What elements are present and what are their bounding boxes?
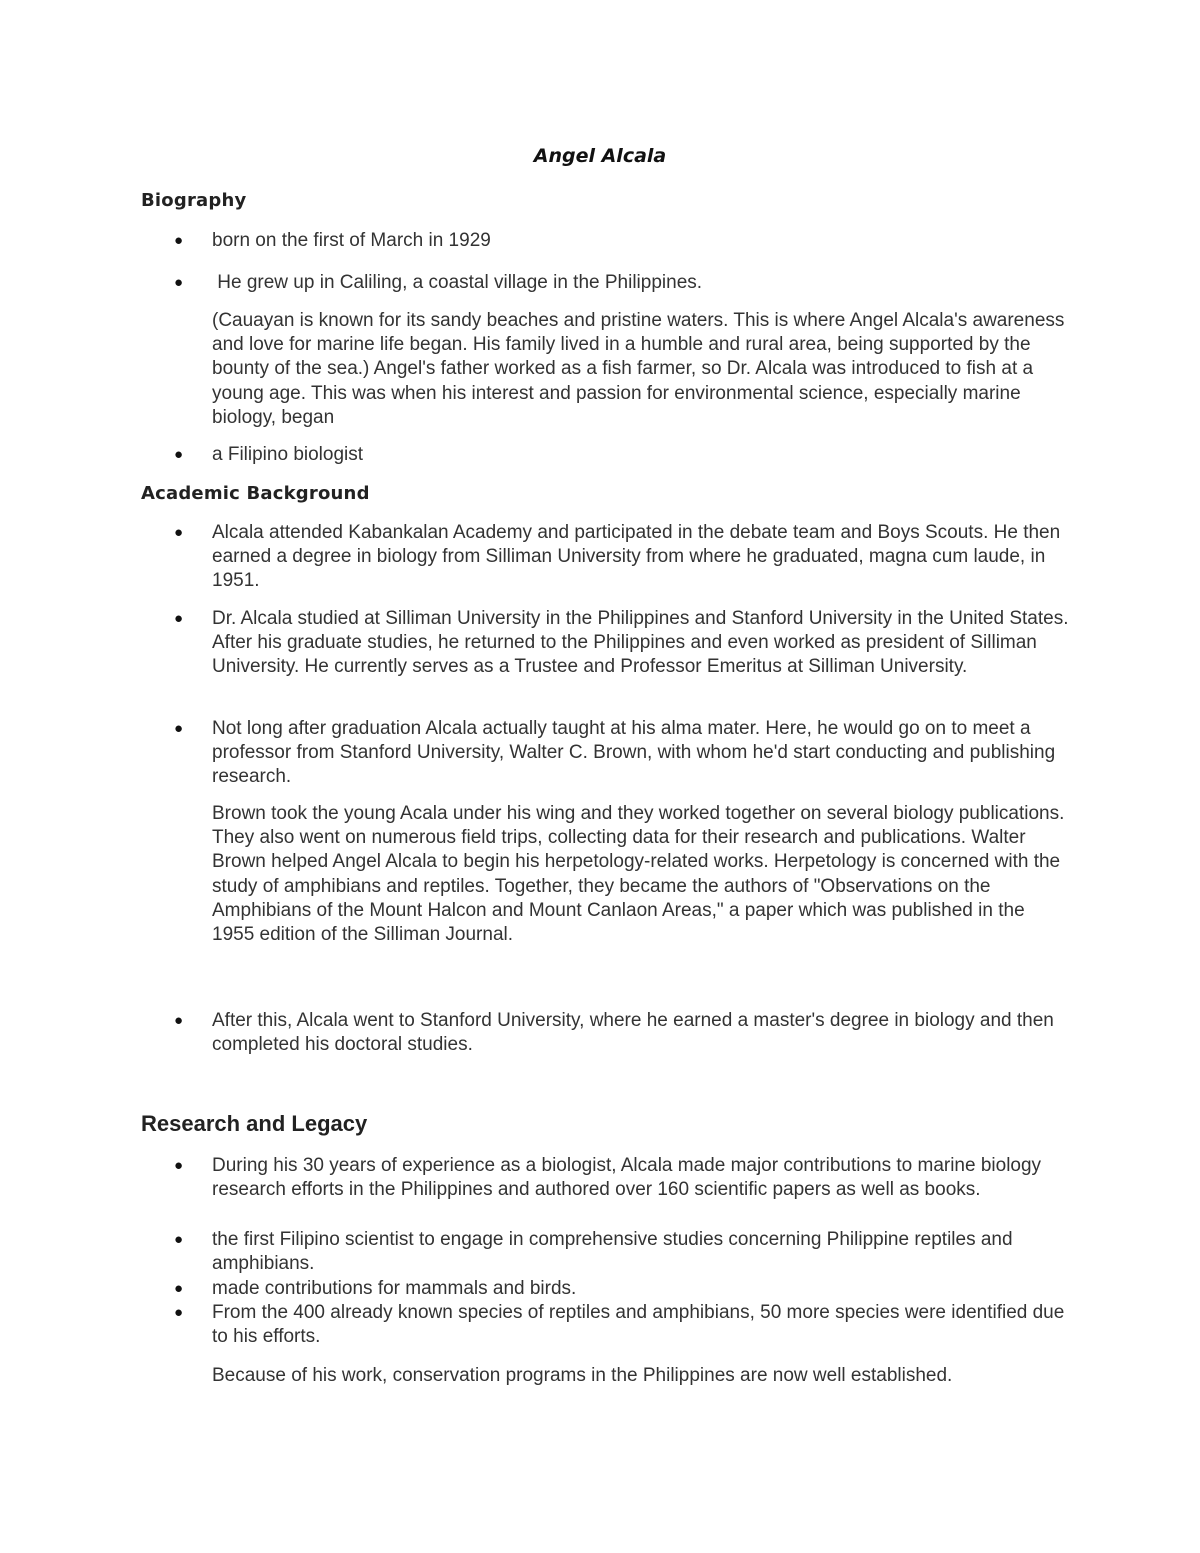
section-heading-research-legacy: Research and Legacy: [141, 1111, 368, 1136]
list-item-text: From the 400 already known species of reptiles and amphibians, 50 more species were identified due to his efforts.: [212, 1302, 1065, 1348]
list-item-text: made contributions for mammals and birds.: [212, 1278, 577, 1299]
paragraph: Brown took the young Acala under his wing and they worked together on several biology publications. They also went on numerous field trips, collecting data for their research and publications. Walter Brown helped Angel Alcala to begin his herpetology-related works. Herpetology is concerned with the study of amphibians and reptiles. Together, they became the authors of "Observations on the Amphibians of the Mount Halcon and Mount Canlaon Areas," a paper which was published in the 1955 edition of the Silliman Journal.: [212, 803, 1065, 946]
list-item-text: the first Filipino scientist to engage in comprehensive studies concerning Philippine reptiles and amphibians.: [212, 1229, 1013, 1275]
paragraph: Because of his work, conservation programs in the Philippines are now well established.: [212, 1365, 953, 1386]
paragraph: (Cauayan is known for its sandy beaches and pristine waters. This is where Angel Alcala's awareness and love for marine life began. His family lived in a humble and rural area, being supported by the bounty of the sea.) Angel's father worked as a fish farmer, so Dr. Alcala was introduced to fish at a young age. This was when his interest and passion for environmental science, especially marine biology, began: [212, 310, 1065, 428]
document-title: Angel Alcala: [533, 145, 667, 167]
bullet-icon: ●: [174, 524, 184, 541]
bullet-icon: ●: [174, 232, 184, 249]
bullet-icon: ●: [174, 274, 184, 291]
list-item-text: During his 30 years of experience as a biologist, Alcala made major contributions to marine biology research efforts in the Philippines and authored over 160 scientific papers as well as books.: [212, 1155, 1042, 1201]
bullet-icon: ●: [174, 720, 184, 737]
bullet-icon: ●: [174, 446, 184, 463]
list-item-text: After this, Alcala went to Stanford University, where he earned a master's degree in biology and then completed his doctoral studies.: [212, 1010, 1054, 1056]
bullet-icon: ●: [174, 1231, 184, 1248]
bullet-icon: ●: [174, 610, 184, 627]
section-heading-biography: Biography: [141, 190, 247, 211]
list-item-text: He grew up in Caliling, a coastal village in the Philippines.: [212, 272, 703, 293]
list-item-text: born on the first of March in 1929: [212, 230, 491, 251]
bullet-icon: ●: [174, 1157, 184, 1174]
list-item-text: Not long after graduation Alcala actually taught at his alma mater. Here, he would go on to meet a professor from Stanford University, Walter C. Brown, with whom he'd start conducting and publishing research.: [212, 718, 1056, 788]
bullet-icon: ●: [174, 1304, 184, 1321]
list-item-text: a Filipino biologist: [212, 444, 364, 465]
bullet-icon: ●: [174, 1012, 184, 1029]
list-item-text: Dr. Alcala studied at Silliman University in the Philippines and Stanford University in the United States. After his graduate studies, he returned to the Philippines and even worked as president of Silliman University. He currently serves as a Trustee and Professor Emeritus at Silliman University.: [212, 608, 1069, 678]
section-heading-academic-background: Academic Background: [141, 483, 370, 504]
list-item-text: Alcala attended Kabankalan Academy and participated in the debate team and Boys Scouts. He then earned a degree in biology from Silliman University from where he graduated, magna cum laude, in 1951.: [212, 522, 1061, 592]
bullet-icon: ●: [174, 1280, 184, 1297]
